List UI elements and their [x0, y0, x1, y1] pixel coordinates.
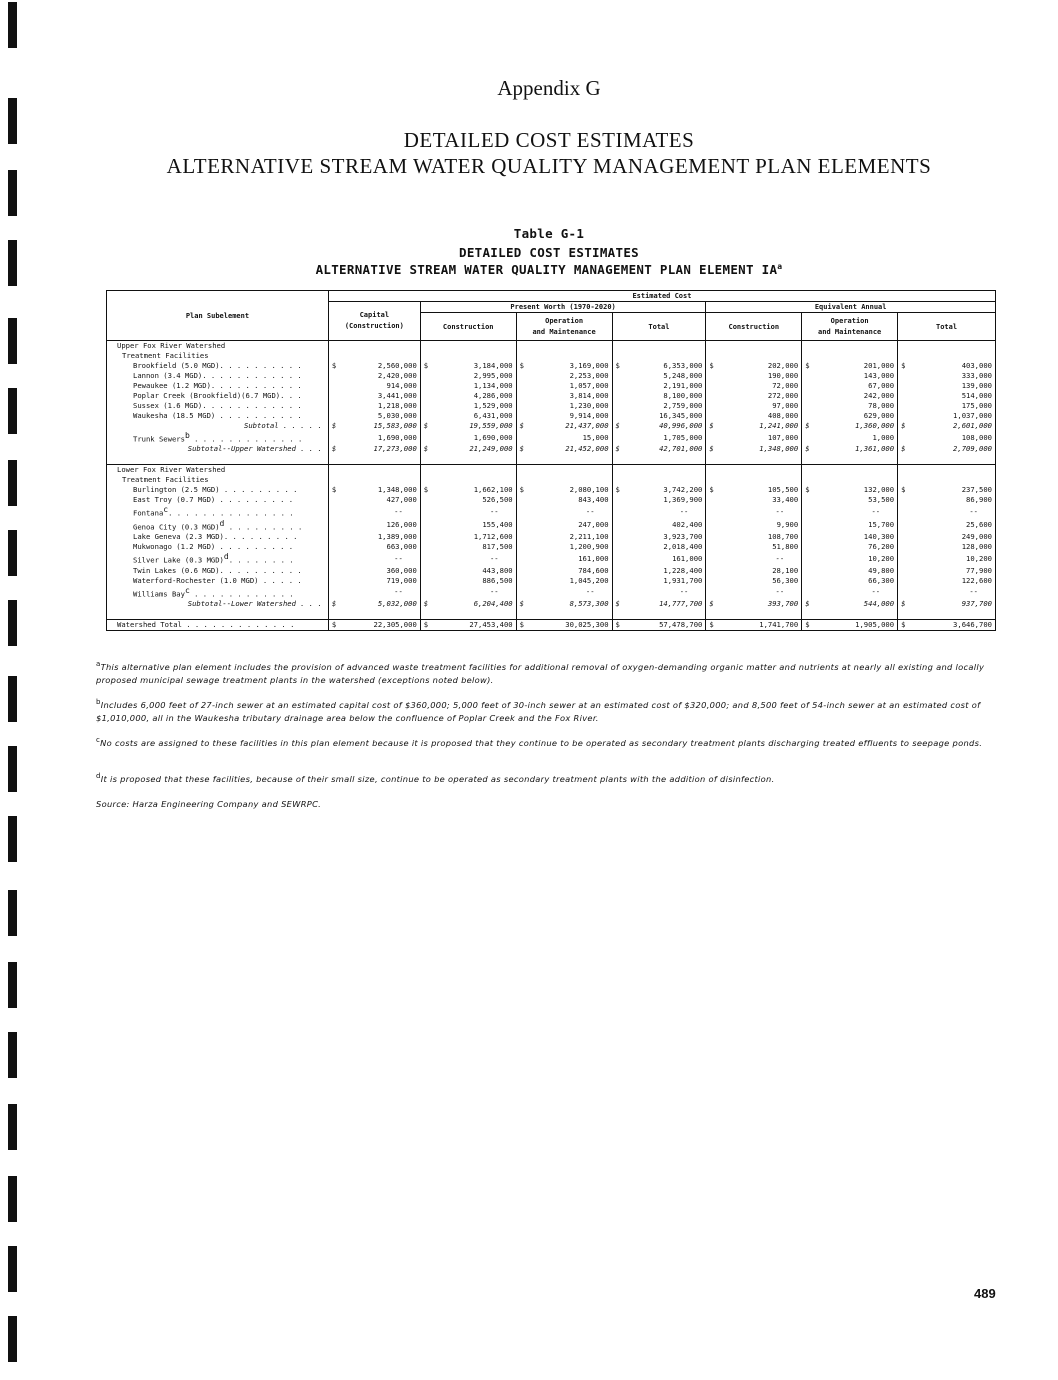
empty-cell: [802, 465, 898, 476]
value-cell: 1,057,000: [516, 381, 612, 391]
footnote-a: $^a$This alternative plan element includes the provision of advanced waste treatment facilities for additional removal of oxygen-demanding organic matter and nutrients at nearly all existing and locally proposed municipal sewage treatment plants in the watershed (exceptions noted below).: [96, 660, 985, 685]
empty-cell: [706, 351, 802, 361]
section-heading-row: [107, 475, 996, 485]
value-cell: 10,200: [802, 552, 898, 565]
trunk-sewers-row: [107, 431, 996, 444]
value-cell: $ 3,169,000: [516, 361, 612, 371]
value-cell: 1,037,000: [898, 411, 996, 421]
table-row: [107, 532, 996, 542]
empty-cell: [802, 475, 898, 485]
table-row: [107, 391, 996, 401]
value-cell: $ 14,777,700: [612, 599, 706, 609]
row-label: Waukesha (18.5 MGD) . . . . . . . . . .: [107, 411, 329, 421]
row-label: Genoa City (0.3 MGD)$^d$ . . . . . . . . .: [107, 519, 329, 532]
value-cell: 107,000: [706, 431, 802, 444]
row-label: Subtotal--Lower Watershed . . .: [107, 599, 329, 609]
value-cell: 15,000: [516, 431, 612, 444]
value-cell: 126,000: [328, 519, 420, 532]
empty-cell: [706, 609, 802, 620]
value-cell: 51,800: [706, 542, 802, 552]
empty-cell: [802, 454, 898, 465]
footnote-d: $^d$It is proposed that these facilities, because of their small size, continue to be operated as secondary treatment plants with the addition of disinfection.: [96, 772, 775, 784]
page-title-line2: ALTERNATIVE STREAM WATER QUALITY MANAGEMENT PLAN ELEMENTS: [166, 154, 932, 178]
value-cell: $ 22,305,000: [328, 619, 420, 630]
empty-cell: [420, 465, 516, 476]
value-cell: 49,800: [802, 566, 898, 576]
section-heading-row: [107, 465, 996, 476]
appendix-title: Appendix G: [497, 76, 601, 100]
value-cell: 1,000: [802, 431, 898, 444]
value-cell: 2,211,100: [516, 532, 612, 542]
row-label: Subtotal . . . . .: [107, 421, 329, 431]
header-pw-total: Total: [612, 313, 706, 341]
empty-cell: [898, 609, 996, 620]
row-label: Subtotal--Upper Watershed . . .: [107, 444, 329, 454]
section-heading-row: [107, 341, 996, 352]
value-cell: 2,995,000: [420, 371, 516, 381]
empty-cell: [420, 475, 516, 485]
value-cell: 2,759,000: [612, 401, 706, 411]
value-cell: 663,000: [328, 542, 420, 552]
value-cell: $ 40,996,000: [612, 421, 706, 431]
table-body: [107, 341, 996, 631]
value-cell: 914,000: [328, 381, 420, 391]
value-cell: $ 201,000: [802, 361, 898, 371]
value-cell: $ 21,249,000: [420, 444, 516, 454]
row-label: Williams Bay$^c$ . . . . . . . . . . . .: [107, 586, 329, 599]
value-cell: $ 15,583,000: [328, 421, 420, 431]
value-cell: 272,000: [706, 391, 802, 401]
row-label: Treatment Facilities: [107, 351, 329, 361]
table-row: [107, 542, 996, 552]
value-cell: 1,389,000: [328, 532, 420, 542]
table-label: Table G-1: [513, 226, 585, 241]
value-cell: 175,000: [898, 401, 996, 411]
value-cell: 5,248,000: [612, 371, 706, 381]
value-cell: --: [420, 552, 516, 565]
value-cell: 2,018,400: [612, 542, 706, 552]
value-cell: 28,100: [706, 566, 802, 576]
row-label: Lannon (3.4 MGD). . . . . . . . . . . .: [107, 371, 329, 381]
empty-cell: [898, 454, 996, 465]
value-cell: 78,000: [802, 401, 898, 411]
value-cell: 360,000: [328, 566, 420, 576]
value-cell: --: [706, 586, 802, 599]
empty-cell: [420, 454, 516, 465]
empty-cell: [612, 465, 706, 476]
row-label: Pewaukee (1.2 MGD). . . . . . . . . . .: [107, 381, 329, 391]
value-cell: 72,000: [706, 381, 802, 391]
empty-cell: [706, 454, 802, 465]
footnote-c: $^c$No costs are assigned to these facilities in this plan element because it is proposed that they continue to be operated as secondary treatment plants discharging treated effluents to seepage ponds.: [96, 736, 983, 748]
empty-cell: [802, 609, 898, 620]
row-label: Poplar Creek (Brookfield)(6.7 MGD). . .: [107, 391, 329, 401]
value-cell: 128,000: [898, 542, 996, 552]
value-cell: $ 403,000: [898, 361, 996, 371]
value-cell: 1,218,000: [328, 401, 420, 411]
table-row: [107, 519, 996, 532]
value-cell: $ 544,000: [802, 599, 898, 609]
value-cell: 9,900: [706, 519, 802, 532]
table-heading1: DETAILED COST ESTIMATES: [459, 245, 639, 260]
value-cell: 247,000: [516, 519, 612, 532]
value-cell: 16,345,000: [612, 411, 706, 421]
subtotal-lower-row: [107, 599, 996, 609]
value-cell: 526,500: [420, 495, 516, 505]
value-cell: 97,000: [706, 401, 802, 411]
value-cell: 56,300: [706, 576, 802, 586]
value-cell: $ 6,204,400: [420, 599, 516, 609]
empty-cell: [420, 341, 516, 352]
value-cell: --: [612, 505, 706, 518]
value-cell: 817,500: [420, 542, 516, 552]
value-cell: 1,931,700: [612, 576, 706, 586]
footnote-b: $^b$Includes 6,000 feet of 27-inch sewer at an estimated capital cost of $360,000; 5,000 feet of 30-inch sewer at an estimated cost of $320,000; and 8,500 feet of 54-inch sewer at an estimated cost of $1,010,000, all in the Waukesha tributary drainage area below the confluence of Poplar Creek and the Fox River.: [96, 698, 981, 723]
value-cell: 886,500: [420, 576, 516, 586]
empty-cell: [802, 341, 898, 352]
empty-cell: [898, 465, 996, 476]
value-cell: $ 42,701,000: [612, 444, 706, 454]
value-cell: 402,400: [612, 519, 706, 532]
value-cell: $ 17,273,000: [328, 444, 420, 454]
value-cell: 1,690,000: [328, 431, 420, 444]
value-cell: 155,400: [420, 519, 516, 532]
value-cell: 2,191,000: [612, 381, 706, 391]
row-label: Silver Lake (0.3 MGD)$^d$. . . . . . . .: [107, 552, 329, 565]
value-cell: $ 2,601,000: [898, 421, 996, 431]
value-cell: 190,000: [706, 371, 802, 381]
value-cell: 161,000: [516, 552, 612, 565]
header-ea-operation: Operation and Maintenance: [802, 313, 898, 341]
value-cell: --: [420, 505, 516, 518]
empty-cell: [107, 454, 329, 465]
header-estimated-cost: Estimated Cost: [328, 291, 995, 302]
empty-cell: [420, 351, 516, 361]
value-cell: $ 3,184,000: [420, 361, 516, 371]
table-row: [107, 495, 996, 505]
empty-cell: [898, 351, 996, 361]
value-cell: 3,814,000: [516, 391, 612, 401]
empty-cell: [328, 341, 420, 352]
value-cell: $ 1,741,700: [706, 619, 802, 630]
value-cell: $ 19,559,000: [420, 421, 516, 431]
value-cell: --: [612, 586, 706, 599]
value-cell: $ 1,348,000: [706, 444, 802, 454]
value-cell: $ 2,080,100: [516, 485, 612, 495]
value-cell: --: [328, 552, 420, 565]
cost-table: [106, 290, 996, 631]
spacer-row: [107, 454, 996, 465]
row-label: Brookfield (5.0 MGD). . . . . . . . . .: [107, 361, 329, 371]
value-cell: 143,000: [802, 371, 898, 381]
table-row: [107, 485, 996, 495]
row-label: Trunk Sewers$^b$ . . . . . . . . . . . . .: [107, 431, 329, 444]
value-cell: 1,369,900: [612, 495, 706, 505]
row-label: Mukwonago (1.2 MGD) . . . . . . . . .: [107, 542, 329, 552]
empty-cell: [612, 454, 706, 465]
empty-cell: [612, 351, 706, 361]
table-row: [107, 411, 996, 421]
value-cell: 242,000: [802, 391, 898, 401]
value-cell: 443,800: [420, 566, 516, 576]
table-heading2: ALTERNATIVE STREAM WATER QUALITY MANAGEMENT PLAN ELEMENT $IA^a$: [315, 262, 783, 278]
value-cell: --: [516, 505, 612, 518]
value-cell: $ 3,742,200: [612, 485, 706, 495]
value-cell: 25,600: [898, 519, 996, 532]
value-cell: $ 57,478,700: [612, 619, 706, 630]
value-cell: 86,900: [898, 495, 996, 505]
value-cell: 6,431,000: [420, 411, 516, 421]
value-cell: 1,230,000: [516, 401, 612, 411]
table-row: [107, 505, 996, 518]
value-cell: $ 8,573,300: [516, 599, 612, 609]
value-cell: --: [420, 586, 516, 599]
value-cell: 10,200: [898, 552, 996, 565]
value-cell: 53,500: [802, 495, 898, 505]
empty-cell: [706, 465, 802, 476]
value-cell: 8,100,000: [612, 391, 706, 401]
value-cell: $ 1,662,100: [420, 485, 516, 495]
binding-marks: [8, 0, 18, 1380]
value-cell: $ 1,361,000: [802, 444, 898, 454]
value-cell: --: [516, 586, 612, 599]
empty-cell: [802, 351, 898, 361]
empty-cell: [706, 475, 802, 485]
empty-cell: [516, 341, 612, 352]
value-cell: 139,000: [898, 381, 996, 391]
value-cell: 427,000: [328, 495, 420, 505]
row-label: Treatment Facilities: [107, 475, 329, 485]
value-cell: $ 6,353,000: [612, 361, 706, 371]
value-cell: 1,200,900: [516, 542, 612, 552]
table-row: [107, 381, 996, 391]
value-cell: 408,000: [706, 411, 802, 421]
value-cell: $ 3,646,700: [898, 619, 996, 630]
header-ea-total: Total: [898, 313, 996, 341]
value-cell: --: [706, 552, 802, 565]
table-row: [107, 401, 996, 411]
header-ea-construction: Construction: [706, 313, 802, 341]
row-label: Watershed Total . . . . . . . . . . . . .: [107, 619, 329, 630]
value-cell: 76,200: [802, 542, 898, 552]
value-cell: 719,000: [328, 576, 420, 586]
empty-cell: [328, 465, 420, 476]
watershed-total-row: [107, 619, 996, 630]
value-cell: $ 1,905,000: [802, 619, 898, 630]
section-heading-row: [107, 351, 996, 361]
value-cell: $ 5,032,000: [328, 599, 420, 609]
value-cell: --: [802, 586, 898, 599]
header-present-worth: Present Worth (1970-2020): [420, 302, 706, 313]
value-cell: 1,529,000: [420, 401, 516, 411]
empty-cell: [328, 609, 420, 620]
empty-cell: [612, 475, 706, 485]
value-cell: --: [898, 586, 996, 599]
value-cell: 140,300: [802, 532, 898, 542]
value-cell: 333,000: [898, 371, 996, 381]
row-label: Fontana$^c$. . . . . . . . . . . . . . .: [107, 505, 329, 518]
header-equivalent-annual: Equivalent Annual: [706, 302, 996, 313]
value-cell: 4,286,000: [420, 391, 516, 401]
empty-cell: [328, 475, 420, 485]
value-cell: 843,400: [516, 495, 612, 505]
spacer-row: [107, 609, 996, 620]
table-header: [107, 291, 996, 341]
row-label: Sussex (1.6 MGD). . . . . . . . . . . .: [107, 401, 329, 411]
row-label: East Troy (0.7 MGD) . . . . . . . . .: [107, 495, 329, 505]
value-cell: $ 21,437,000: [516, 421, 612, 431]
value-cell: $ 1,360,000: [802, 421, 898, 431]
value-cell: $ 105,500: [706, 485, 802, 495]
value-cell: $ 30,025,300: [516, 619, 612, 630]
value-cell: --: [706, 505, 802, 518]
value-cell: 9,914,000: [516, 411, 612, 421]
value-cell: $ 2,560,000: [328, 361, 420, 371]
table-row: [107, 552, 996, 565]
empty-cell: [516, 351, 612, 361]
value-cell: $ 202,000: [706, 361, 802, 371]
page-title-line1: DETAILED COST ESTIMATES: [403, 128, 695, 152]
header-capital: Capital (Construction): [328, 302, 420, 341]
value-cell: 161,000: [612, 552, 706, 565]
value-cell: 2,420,000: [328, 371, 420, 381]
value-cell: $ 237,500: [898, 485, 996, 495]
value-cell: 67,000: [802, 381, 898, 391]
header-pw-construction: Construction: [420, 313, 516, 341]
row-label: Upper Fox River Watershed: [107, 341, 329, 352]
row-label: Twin Lakes (0.6 MGD). . . . . . . . . .: [107, 566, 329, 576]
empty-cell: [898, 341, 996, 352]
value-cell: 3,923,700: [612, 532, 706, 542]
row-label: Lower Fox River Watershed: [107, 465, 329, 476]
value-cell: $ 937,700: [898, 599, 996, 609]
value-cell: 2,253,000: [516, 371, 612, 381]
value-cell: $ 21,452,000: [516, 444, 612, 454]
value-cell: 1,712,600: [420, 532, 516, 542]
table-row: [107, 361, 996, 371]
table-row: [107, 371, 996, 381]
row-label: Lake Geneva (2.3 MGD). . . . . . . . .: [107, 532, 329, 542]
empty-cell: [328, 454, 420, 465]
value-cell: 15,700: [802, 519, 898, 532]
value-cell: $ 393,700: [706, 599, 802, 609]
source-note: Source: Harza Engineering Company and SEWRPC.: [96, 799, 322, 809]
subtotal-upper-row: [107, 444, 996, 454]
value-cell: --: [328, 505, 420, 518]
value-cell: 108,000: [898, 431, 996, 444]
empty-cell: [612, 609, 706, 620]
empty-cell: [107, 609, 329, 620]
empty-cell: [420, 609, 516, 620]
value-cell: 1,705,000: [612, 431, 706, 444]
empty-cell: [612, 341, 706, 352]
value-cell: $ 1,241,000: [706, 421, 802, 431]
value-cell: 784,600: [516, 566, 612, 576]
empty-cell: [328, 351, 420, 361]
value-cell: --: [802, 505, 898, 518]
value-cell: $ 27,453,400: [420, 619, 516, 630]
value-cell: $ 132,000: [802, 485, 898, 495]
value-cell: 1,045,200: [516, 576, 612, 586]
value-cell: 122,600: [898, 576, 996, 586]
value-cell: 3,441,000: [328, 391, 420, 401]
empty-cell: [516, 609, 612, 620]
value-cell: 1,228,400: [612, 566, 706, 576]
value-cell: 77,900: [898, 566, 996, 576]
table-row: [107, 586, 996, 599]
subtotal-row: [107, 421, 996, 431]
header-plan-subelement: Plan Subelement: [107, 291, 329, 341]
value-cell: 108,700: [706, 532, 802, 542]
page-number: 489: [974, 1286, 996, 1301]
empty-cell: [516, 475, 612, 485]
empty-cell: [706, 341, 802, 352]
empty-cell: [516, 465, 612, 476]
value-cell: $ 1,348,000: [328, 485, 420, 495]
value-cell: 33,400: [706, 495, 802, 505]
value-cell: 1,690,000: [420, 431, 516, 444]
value-cell: 5,030,000: [328, 411, 420, 421]
value-cell: 66,300: [802, 576, 898, 586]
empty-cell: [516, 454, 612, 465]
value-cell: 629,000: [802, 411, 898, 421]
row-label: Waterford-Rochester (1.0 MGD) . . . . .: [107, 576, 329, 586]
value-cell: 249,000: [898, 532, 996, 542]
value-cell: 1,134,000: [420, 381, 516, 391]
row-label: Burlington (2.5 MGD) . . . . . . . . .: [107, 485, 329, 495]
value-cell: 514,000: [898, 391, 996, 401]
value-cell: --: [898, 505, 996, 518]
table-row: [107, 566, 996, 576]
value-cell: $ 2,709,000: [898, 444, 996, 454]
empty-cell: [898, 475, 996, 485]
value-cell: --: [328, 586, 420, 599]
header-pw-operation: Operation and Maintenance: [516, 313, 612, 341]
table-row: [107, 576, 996, 586]
